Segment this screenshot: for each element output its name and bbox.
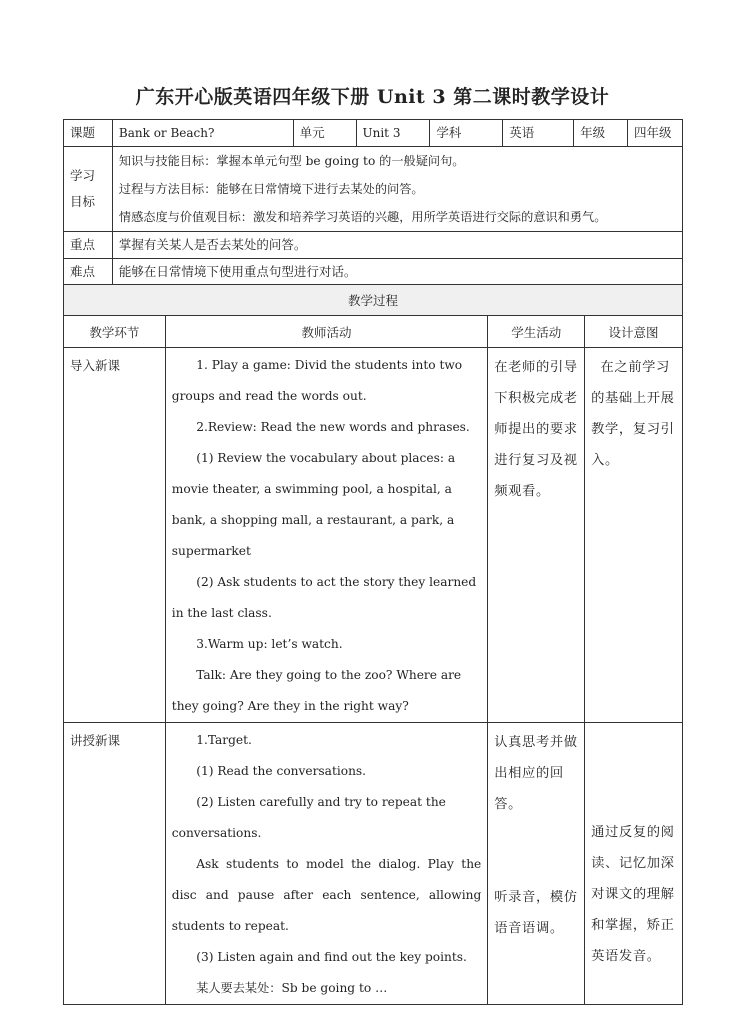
teacher-step: Ask students to model the dialog. Play the disc and pause after each sentence, allowing students to repeat. bbox=[171, 857, 482, 933]
teacher-step: (1) Read the conversations. bbox=[196, 764, 367, 778]
objective-attitude: 情感态度与价值观目标：激发和培养学习英语的兴趣，用所学英语进行交际的意识和勇气。 bbox=[118, 210, 607, 224]
teacher-activity-new-lesson bbox=[165, 723, 487, 1005]
topic-label: 课题 bbox=[64, 120, 113, 147]
design-intent-text: 通过反复的阅读、记忆加深对课文的理解和掌握，矫正英语发音。 bbox=[591, 825, 675, 964]
stage-new-lesson: 讲授新课 bbox=[64, 723, 166, 1005]
process-table bbox=[63, 284, 683, 1005]
column-header-teacher: 教师活动 bbox=[165, 316, 487, 348]
objective-knowledge: 知识与技能目标：掌握本单元句型 be going to 的一般疑问句。 bbox=[118, 154, 465, 168]
objectives-row bbox=[64, 147, 683, 232]
teacher-step: 某人要去某处：Sb be going to … bbox=[196, 981, 388, 995]
teacher-step: (2) Listen carefully and try to repeat the conversations. bbox=[171, 795, 446, 840]
teacher-step: 3.Warm up: let’s watch. bbox=[196, 637, 343, 651]
objectives-label-line2: 目标 bbox=[70, 194, 96, 209]
key-point-text: 掌握有关某人是否去某处的问答。 bbox=[112, 232, 682, 259]
student-activity-listen: 听录音，模仿语音语调。 bbox=[494, 890, 578, 936]
teacher-step: (2) Ask students to act the story they learned in the last class. bbox=[171, 575, 477, 620]
grade-label: 年级 bbox=[574, 120, 628, 147]
student-activity-intro: 在老师的引导下积极完成老师提出的要求进行复习及视频观看。 bbox=[488, 348, 585, 723]
objectives-label bbox=[64, 147, 113, 232]
info-row bbox=[64, 120, 683, 147]
column-header-intent: 设计意图 bbox=[585, 316, 683, 348]
info-table bbox=[63, 119, 683, 285]
process-header: 教学过程 bbox=[64, 285, 683, 316]
subject-label: 学科 bbox=[430, 120, 503, 147]
column-header-student: 学生活动 bbox=[488, 316, 585, 348]
teacher-step: (1) Review the vocabulary about places: a movie theater, a swimming pool, a hospital, a bank, a shopping mall, a restaurant, a park, a supermarket bbox=[171, 451, 456, 558]
grade-value: 四年级 bbox=[628, 120, 683, 147]
difficult-point-label: 难点 bbox=[64, 259, 113, 285]
table-row bbox=[64, 348, 683, 723]
topic-value: Bank or Beach? bbox=[112, 120, 293, 147]
design-intent-new-lesson bbox=[585, 723, 683, 1005]
unit-value: Unit 3 bbox=[356, 120, 430, 147]
document-title: 广东开心版英语四年级下册 Unit 3 第二课时教学设计 bbox=[135, 86, 610, 108]
teacher-step: Talk: Are they going to the zoo? Where are they going? Are they in the right way? bbox=[171, 668, 462, 713]
column-header-row bbox=[64, 316, 683, 348]
table-row bbox=[64, 723, 683, 1005]
key-point-label: 重点 bbox=[64, 232, 113, 259]
difficult-point-text: 能够在日常情境下使用重点句型进行对话。 bbox=[112, 259, 682, 285]
stage-intro: 导入新课 bbox=[64, 348, 166, 723]
teacher-activity-intro bbox=[165, 348, 487, 723]
teacher-step: (3) Listen again and find out the key points. bbox=[196, 950, 467, 964]
design-intent-intro: 在之前学习的基础上开展教学，复习引入。 bbox=[585, 348, 683, 723]
objectives-content bbox=[112, 147, 682, 232]
key-point-row bbox=[64, 232, 683, 259]
student-activity-answer: 认真思考并做出相应的回答。 bbox=[494, 735, 578, 812]
teacher-step: 1. Play a game: Divid the students into two groups and read the words out. bbox=[171, 358, 463, 403]
column-header-stage: 教学环节 bbox=[64, 316, 166, 348]
objective-process: 过程与方法目标：能够在日常情境下进行去某处的问答。 bbox=[118, 182, 424, 196]
teacher-step: 2.Review: Read the new words and phrases. bbox=[196, 420, 470, 434]
difficult-point-row bbox=[64, 259, 683, 285]
teacher-step: 1.Target. bbox=[196, 733, 252, 747]
process-header-row bbox=[64, 285, 683, 316]
objectives-label-line1: 学习 bbox=[70, 168, 96, 183]
student-activity-new-lesson bbox=[488, 723, 585, 1005]
subject-value: 英语 bbox=[503, 120, 574, 147]
unit-label: 单元 bbox=[293, 120, 356, 147]
